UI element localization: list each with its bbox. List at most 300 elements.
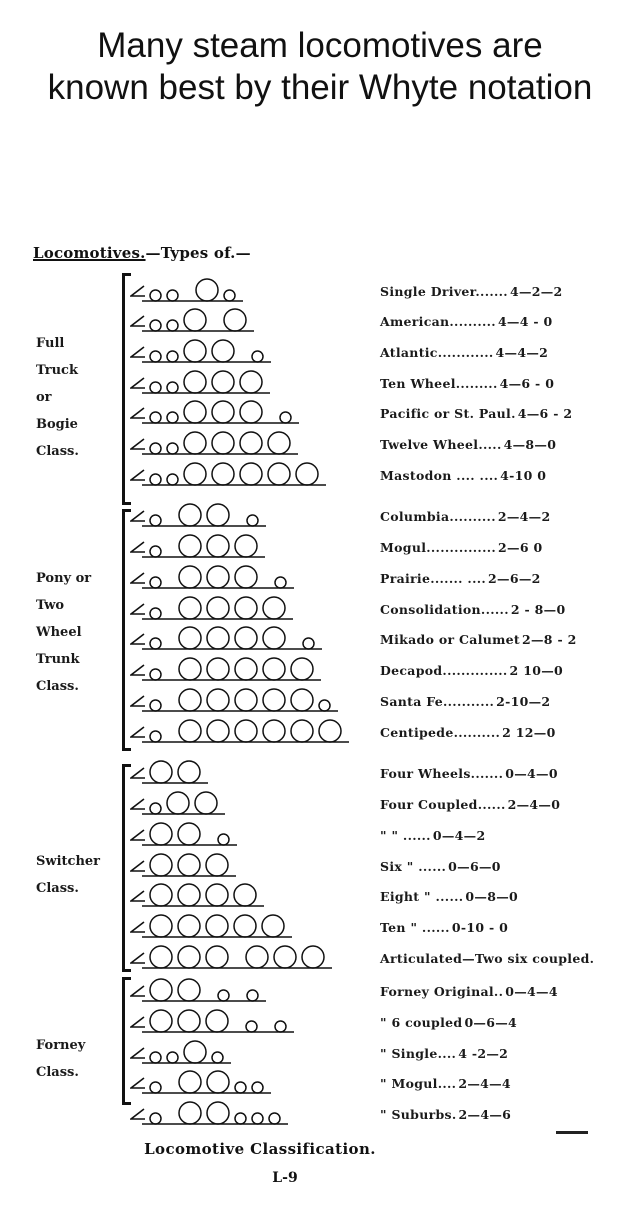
driving-wheel-icon: [179, 504, 201, 526]
whyte-notation: 4 -2—2: [458, 1046, 509, 1061]
whyte-notation: 0—4—4: [505, 984, 558, 999]
carrying-wheel-icon: [212, 1052, 223, 1063]
carrying-wheel-icon: [167, 382, 178, 393]
driving-wheel-icon: [206, 946, 228, 968]
whyte-notation: 2—4—0: [507, 797, 561, 812]
class-label-line: Class.: [36, 881, 79, 896]
whyte-notation: 0—4—0: [505, 766, 558, 781]
driving-wheel-icon: [212, 371, 234, 393]
carrying-wheel-icon: [150, 608, 161, 619]
driving-wheel-icon: [150, 946, 172, 968]
wheel-diagram: [130, 819, 380, 849]
figure-caption: Locomotive Classification.: [144, 1140, 376, 1158]
wheel-diagram: [130, 716, 380, 746]
locomotive-row: [130, 593, 640, 623]
driving-wheel-icon: [167, 792, 189, 814]
class-label-line: Wheel: [36, 625, 82, 640]
driving-wheel-icon: [234, 884, 256, 906]
locomotive-row: [130, 819, 640, 849]
locomotive-name: Prairie....... ....: [380, 571, 487, 586]
locomotive-label: [380, 920, 508, 935]
class-label-line: Forney: [36, 1038, 86, 1053]
locomotive-name: Mogul...............: [380, 540, 497, 555]
driving-wheel-icon: [195, 792, 217, 814]
locomotive-name: Ten Wheel.........: [380, 376, 498, 391]
driving-wheel-icon: [184, 1041, 206, 1063]
driving-wheel-icon: [235, 566, 257, 588]
locomotive-label: [380, 314, 553, 329]
carrying-wheel-icon: [150, 382, 161, 393]
driving-wheel-icon: [206, 884, 228, 906]
carrying-wheel-icon: [167, 290, 178, 301]
locomotive-row: [130, 531, 640, 561]
wheel-diagram: [130, 367, 380, 397]
carrying-wheel-icon: [150, 1052, 161, 1063]
pilot-icon: [131, 573, 145, 583]
driving-wheel-icon: [207, 504, 229, 526]
class-label-line: Class.: [36, 1065, 79, 1080]
locomotive-row: [130, 975, 640, 1005]
locomotive-label: [380, 694, 550, 709]
wheel-diagram: [130, 500, 380, 530]
page-number: L-9: [272, 1170, 298, 1186]
carrying-wheel-icon: [150, 669, 161, 680]
class-label-line: Trunk: [36, 652, 80, 667]
driving-wheel-icon: [207, 720, 229, 742]
pilot-icon: [131, 1078, 145, 1088]
pilot-icon: [131, 727, 145, 737]
wheel-diagram: [130, 654, 380, 684]
driving-wheel-icon: [240, 371, 262, 393]
driving-wheel-icon: [178, 854, 200, 876]
driving-wheel-icon: [235, 720, 257, 742]
pilot-icon: [131, 953, 145, 963]
driving-wheel-icon: [263, 597, 285, 619]
locomotive-row: [130, 942, 640, 972]
locomotive-label: [380, 632, 577, 647]
whyte-notation: 2—6 0: [498, 540, 543, 555]
driving-wheel-icon: [178, 884, 200, 906]
driving-wheel-icon: [240, 432, 262, 454]
driving-wheel-icon: [150, 854, 172, 876]
driving-wheel-icon: [235, 535, 257, 557]
driving-wheel-icon: [150, 915, 172, 937]
locomotive-name: Ten " ......: [380, 920, 450, 935]
wheel-diagram: [130, 531, 380, 561]
driving-wheel-icon: [184, 432, 206, 454]
whyte-notation: 0-10 - 0: [451, 920, 509, 935]
driving-wheel-icon: [319, 720, 341, 742]
pilot-icon: [131, 1048, 145, 1058]
pilot-icon: [131, 986, 145, 996]
carrying-wheel-icon: [167, 351, 178, 362]
whyte-notation: 2—6—2: [488, 571, 541, 586]
driving-wheel-icon: [179, 627, 201, 649]
locomotive-label: [380, 859, 501, 874]
locomotive-label: [380, 1107, 511, 1122]
wheel-diagram: [130, 850, 380, 880]
driving-wheel-icon: [184, 463, 206, 485]
driving-wheel-icon: [150, 761, 172, 783]
carrying-wheel-icon: [252, 351, 263, 362]
driving-wheel-icon: [207, 658, 229, 680]
carrying-wheel-icon: [252, 1082, 263, 1093]
locomotive-label: [380, 889, 518, 904]
driving-wheel-icon: [263, 720, 285, 742]
wheel-diagram: [130, 336, 380, 366]
whyte-notation: 4—4—2: [495, 345, 549, 360]
locomotive-name: " Single....: [380, 1046, 457, 1061]
carrying-wheel-icon: [150, 351, 161, 362]
pilot-icon: [131, 799, 145, 809]
locomotive-label: [380, 406, 572, 421]
locomotive-label: [380, 284, 563, 299]
whyte-notation: 2—8 - 2: [522, 632, 577, 647]
driving-wheel-icon: [291, 689, 313, 711]
locomotive-row: [130, 562, 640, 592]
driving-wheel-icon: [274, 946, 296, 968]
driving-wheel-icon: [178, 1010, 200, 1032]
driving-wheel-icon: [291, 720, 313, 742]
carrying-wheel-icon: [150, 290, 161, 301]
carrying-wheel-icon: [247, 990, 258, 1001]
carrying-wheel-icon: [150, 443, 161, 454]
wheel-diagram: [130, 911, 380, 941]
class-label-line: Truck: [36, 363, 78, 378]
whyte-notation: 4—8—0: [503, 437, 557, 452]
carrying-wheel-icon: [150, 1082, 161, 1093]
driving-wheel-icon: [207, 566, 229, 588]
locomotive-label: [380, 437, 556, 452]
driving-wheel-icon: [263, 627, 285, 649]
heading-underlined: Locomotives.: [33, 244, 146, 262]
driving-wheel-icon: [246, 946, 268, 968]
carrying-wheel-icon: [150, 546, 161, 557]
whyte-notation: 0—6—4: [464, 1015, 518, 1030]
wheel-diagram: [130, 1037, 380, 1067]
driving-wheel-icon: [196, 279, 218, 301]
carrying-wheel-icon: [150, 412, 161, 423]
driving-wheel-icon: [224, 309, 246, 331]
locomotive-name: Consolidation......: [380, 602, 509, 617]
driving-wheel-icon: [179, 597, 201, 619]
carrying-wheel-icon: [252, 1113, 263, 1124]
class-label: [36, 1032, 85, 1086]
class-label-line: Pony or: [36, 571, 92, 586]
carrying-wheel-icon: [167, 443, 178, 454]
locomotive-row: [130, 911, 640, 941]
pilot-icon: [131, 891, 145, 901]
locomotive-label: [380, 725, 556, 740]
wheel-diagram: [130, 459, 380, 489]
driving-wheel-icon: [178, 761, 200, 783]
pilot-icon: [131, 1109, 145, 1119]
locomotive-row: [130, 788, 640, 818]
locomotive-row: [130, 716, 640, 746]
locomotive-label: [380, 1046, 508, 1061]
pilot-icon: [131, 634, 145, 644]
whyte-notation: 4-10 0: [500, 468, 547, 483]
whyte-notation: 2—4—6: [458, 1107, 512, 1122]
driving-wheel-icon: [234, 915, 256, 937]
driving-wheel-icon: [207, 597, 229, 619]
locomotive-row: [130, 305, 640, 335]
locomotive-label: [380, 345, 548, 360]
carrying-wheel-icon: [167, 474, 178, 485]
wheel-diagram: [130, 1067, 380, 1097]
driving-wheel-icon: [240, 463, 262, 485]
locomotive-name: Mikado or Calumet: [380, 632, 520, 647]
locomotive-name: Santa Fe...........: [380, 694, 495, 709]
wheel-diagram: [130, 1006, 380, 1036]
driving-wheel-icon: [179, 535, 201, 557]
pilot-icon: [131, 830, 145, 840]
locomotive-label: [380, 766, 558, 781]
class-label: [36, 565, 91, 700]
wheel-diagram: [130, 757, 380, 787]
locomotive-name: " 6 coupled: [380, 1015, 463, 1030]
pilot-icon: [131, 378, 145, 388]
driving-wheel-icon: [207, 535, 229, 557]
pilot-icon: [131, 696, 145, 706]
carrying-wheel-icon: [150, 700, 161, 711]
driving-wheel-icon: [150, 979, 172, 1001]
driving-wheel-icon: [206, 1010, 228, 1032]
locomotive-name: " Mogul....: [380, 1076, 457, 1091]
pilot-icon: [131, 542, 145, 552]
driving-wheel-icon: [206, 854, 228, 876]
carrying-wheel-icon: [280, 412, 291, 423]
driving-wheel-icon: [184, 371, 206, 393]
driving-wheel-icon: [150, 823, 172, 845]
driving-wheel-icon: [207, 1071, 229, 1093]
pilot-icon: [131, 286, 145, 296]
carrying-wheel-icon: [224, 290, 235, 301]
driving-wheel-icon: [178, 946, 200, 968]
locomotive-row: [130, 654, 640, 684]
driving-wheel-icon: [179, 566, 201, 588]
section-heading: [33, 244, 251, 262]
pilot-icon: [131, 511, 145, 521]
driving-wheel-icon: [212, 432, 234, 454]
locomotive-name: Six " ......: [380, 859, 447, 874]
driving-wheel-icon: [179, 1071, 201, 1093]
driving-wheel-icon: [268, 432, 290, 454]
locomotive-row: [130, 459, 640, 489]
locomotive-row: [130, 397, 640, 427]
driving-wheel-icon: [178, 823, 200, 845]
class-label: [36, 330, 79, 465]
pilot-icon: [131, 604, 145, 614]
driving-wheel-icon: [268, 463, 290, 485]
pilot-icon: [131, 665, 145, 675]
locomotive-label: [380, 468, 546, 483]
driving-wheel-icon: [212, 401, 234, 423]
carrying-wheel-icon: [150, 577, 161, 588]
wheel-diagram: [130, 1098, 380, 1128]
carrying-wheel-icon: [150, 803, 161, 814]
locomotive-name: Columbia..........: [380, 509, 496, 524]
class-label-line: Full: [36, 336, 65, 351]
carrying-wheel-icon: [150, 638, 161, 649]
pilot-icon: [131, 439, 145, 449]
carrying-wheel-icon: [235, 1082, 246, 1093]
driving-wheel-icon: [150, 1010, 172, 1032]
locomotive-label: [380, 828, 485, 843]
driving-wheel-icon: [207, 1102, 229, 1124]
wheel-diagram: [130, 788, 380, 818]
locomotive-name: Single Driver.......: [380, 284, 508, 299]
locomotive-label: [380, 984, 558, 999]
locomotive-label: [380, 1015, 517, 1030]
locomotive-name: " Suburbs.: [380, 1107, 457, 1122]
pilot-icon: [131, 408, 145, 418]
carrying-wheel-icon: [275, 577, 286, 588]
carrying-wheel-icon: [246, 1021, 257, 1032]
driving-wheel-icon: [262, 915, 284, 937]
carrying-wheel-icon: [319, 700, 330, 711]
carrying-wheel-icon: [218, 834, 229, 845]
carrying-wheel-icon: [150, 320, 161, 331]
driving-wheel-icon: [184, 401, 206, 423]
locomotive-name: Eight " ......: [380, 889, 464, 904]
driving-wheel-icon: [207, 627, 229, 649]
wheel-diagram: [130, 623, 380, 653]
wheel-diagram: [130, 562, 380, 592]
driving-wheel-icon: [179, 720, 201, 742]
heading-rest: —Types of.—: [145, 244, 251, 262]
locomotive-row: [130, 275, 640, 305]
wheel-diagram: [130, 880, 380, 910]
whyte-notation: 2 - 8—0: [510, 602, 566, 617]
wheel-diagram: [130, 975, 380, 1005]
locomotive-name: Four Wheels.......: [380, 766, 504, 781]
carrying-wheel-icon: [167, 412, 178, 423]
carrying-wheel-icon: [167, 320, 178, 331]
locomotive-name: Centipede..........: [380, 725, 501, 740]
driving-wheel-icon: [263, 658, 285, 680]
locomotive-row: [130, 850, 640, 880]
carrying-wheel-icon: [275, 1021, 286, 1032]
driving-wheel-icon: [179, 658, 201, 680]
carrying-wheel-icon: [269, 1113, 280, 1124]
locomotive-label: [380, 797, 560, 812]
locomotive-name: Atlantic............: [380, 345, 494, 360]
driving-wheel-icon: [291, 658, 313, 680]
carrying-wheel-icon: [150, 474, 161, 485]
locomotive-row: [130, 336, 640, 366]
wheel-diagram: [130, 942, 380, 972]
locomotive-name: " " ......: [380, 828, 431, 843]
locomotive-row: [130, 880, 640, 910]
locomotive-row: [130, 428, 640, 458]
carrying-wheel-icon: [150, 1113, 161, 1124]
carrying-wheel-icon: [167, 1052, 178, 1063]
locomotive-label: [380, 663, 563, 678]
locomotive-label: [380, 509, 550, 524]
wheel-diagram: [130, 593, 380, 623]
locomotive-name: Articulated—Two six coupled.: [380, 951, 595, 966]
driving-wheel-icon: [178, 915, 200, 937]
carrying-wheel-icon: [235, 1113, 246, 1124]
whyte-notation: 2-10—2: [496, 694, 551, 709]
locomotive-label: [380, 540, 542, 555]
pilot-icon: [131, 470, 145, 480]
whyte-notation: 0—8—0: [465, 889, 518, 904]
wheel-diagram: [130, 305, 380, 335]
driving-wheel-icon: [235, 627, 257, 649]
class-label-line: Bogie: [36, 417, 78, 432]
driving-wheel-icon: [207, 689, 229, 711]
locomotive-name: Mastodon .... ....: [380, 468, 499, 483]
whyte-notation: 2 12—0: [502, 725, 556, 740]
driving-wheel-icon: [179, 1102, 201, 1124]
locomotive-name: Twelve Wheel.....: [380, 437, 502, 452]
caption-line-1: Many steam locomotives are: [97, 26, 543, 65]
class-label: [36, 848, 100, 902]
driving-wheel-icon: [240, 401, 262, 423]
locomotive-label: [380, 602, 565, 617]
pilot-icon: [131, 922, 145, 932]
locomotive-row: [130, 500, 640, 530]
driving-wheel-icon: [235, 689, 257, 711]
pilot-icon: [131, 1017, 145, 1027]
locomotive-label: [380, 951, 596, 966]
locomotive-row: [130, 685, 640, 715]
whyte-notation: 2 10—0: [509, 663, 563, 678]
driving-wheel-icon: [178, 979, 200, 1001]
driving-wheel-icon: [263, 689, 285, 711]
locomotive-row: [130, 623, 640, 653]
locomotive-name: American..........: [380, 314, 496, 329]
locomotive-name: Four Coupled......: [380, 797, 506, 812]
class-label-line: Two: [36, 598, 65, 613]
end-rule: [556, 1131, 588, 1134]
driving-wheel-icon: [212, 463, 234, 485]
locomotive-row: [130, 1098, 640, 1128]
driving-wheel-icon: [235, 658, 257, 680]
locomotive-name: Pacific or St. Paul.: [380, 406, 516, 421]
class-label-line: Class.: [36, 679, 79, 694]
locomotive-name: Decapod..............: [380, 663, 508, 678]
driving-wheel-icon: [184, 340, 206, 362]
wheel-diagram: [130, 275, 380, 305]
driving-wheel-icon: [184, 309, 206, 331]
whyte-notation: 4—2—2: [509, 284, 563, 299]
locomotive-name: Forney Original..: [380, 984, 504, 999]
driving-wheel-icon: [212, 340, 234, 362]
whyte-notation: 0—4—2: [432, 828, 486, 843]
wheel-diagram: [130, 685, 380, 715]
driving-wheel-icon: [296, 463, 318, 485]
pilot-icon: [131, 316, 145, 326]
pilot-icon: [131, 768, 145, 778]
whyte-notation: 2—4—2: [497, 509, 551, 524]
driving-wheel-icon: [235, 597, 257, 619]
class-label-line: Class.: [36, 444, 79, 459]
whyte-notation: 0—6—0: [448, 859, 501, 874]
whyte-notation: 4—6 - 0: [499, 376, 555, 391]
carrying-wheel-icon: [303, 638, 314, 649]
carrying-wheel-icon: [218, 990, 229, 1001]
carrying-wheel-icon: [150, 731, 161, 742]
locomotive-label: [380, 1076, 511, 1091]
locomotive-row: [130, 757, 640, 787]
whyte-notation: 4—6 - 2: [517, 406, 573, 421]
driving-wheel-icon: [179, 689, 201, 711]
locomotive-row: [130, 1067, 640, 1097]
locomotive-row: [130, 1037, 640, 1067]
